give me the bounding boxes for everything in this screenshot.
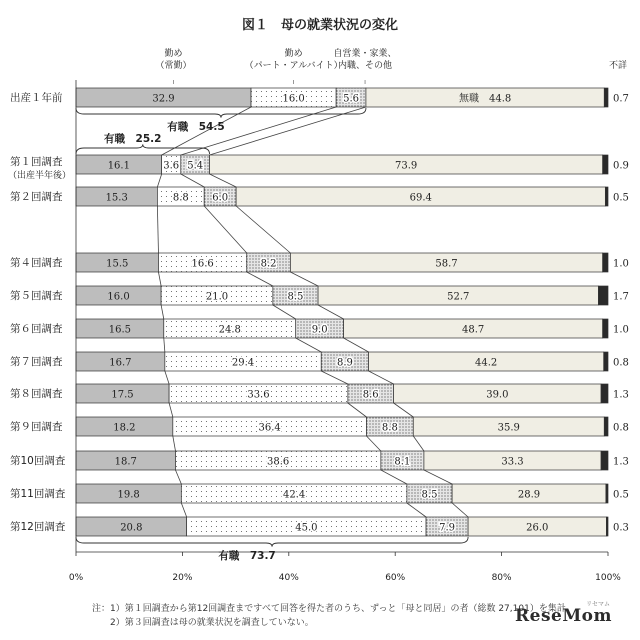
bar-value-label: 9.0 [311,324,328,336]
x-tick-label: 60% [385,573,406,583]
connector-line [366,436,380,451]
footnote-1: 注：1）第１回調査から第12回調査まですべて回答を得た者のうち、ずっと「母と同居」の者（総数 27,101）を集計 [92,604,566,614]
row-label: 第５回調査 [10,290,63,302]
row-label: 第７回調査 [10,356,63,368]
connector-line [381,470,407,484]
connector-line [318,305,344,319]
connector-line [181,174,204,187]
connector-line [344,338,369,352]
bar-value-label: 8.2 [260,258,277,270]
bar-value-label: 8.6 [362,389,379,401]
bar-value-label: 26.0 [526,522,549,534]
series-header: （パート・アルバイト） [244,61,343,71]
bars-group [76,88,608,536]
bar-unknown [605,187,608,206]
employed-brace [76,108,366,118]
connector-line [290,272,318,286]
connector-line [164,338,165,352]
bar-value-label: 8.8 [172,192,189,204]
x-tick-label: 40% [278,573,299,583]
bar-value-label: 29.4 [231,357,255,369]
bar-value-label: 16.0 [107,291,130,303]
bar-unknown [604,88,608,107]
bar-value-label: 48.7 [462,324,485,336]
bar-value-label: 16.7 [109,357,132,369]
bar-value-label: 17.5 [111,389,134,401]
unknown-value-label: 1.0 [613,258,629,270]
series-header: （常勤） [155,61,192,71]
bar-value-label: 3.6 [163,160,180,172]
row-label: 第11回調査 [10,488,66,500]
connector-line [348,403,367,417]
connector-line [394,403,414,417]
bar-value-label: 18.2 [113,422,136,434]
unknown-value-label: 0.3 [613,522,629,534]
unknown-value-label: 0.9 [613,160,629,172]
employed-total-label: 有職 73.7 [218,550,276,562]
x-tick-label: 80% [491,573,512,583]
bar-value-label: 73.9 [394,160,418,172]
unknown-value-label: 0.7 [613,93,629,105]
row-label: 第９回調査 [10,421,63,433]
bar-value-label: 35.9 [497,422,520,434]
unknown-value-label: 1.7 [613,291,629,303]
bar-unknown [603,155,608,174]
bar-unknown [601,384,608,403]
row-label: 出産１年前 [10,92,63,104]
connector-line [157,174,161,187]
unknown-value-label: 1.3 [613,389,629,401]
bar-value-label: 15.5 [106,258,129,270]
bar-value-label: 69.4 [409,192,432,204]
bar-value-label: 33.6 [247,389,270,401]
connector-line [236,206,290,253]
x-tick-label: 100% [595,573,621,583]
bar-value-label: 6.0 [212,192,229,204]
bar-value-label: 52.7 [447,291,470,303]
series-header: 勤め [284,49,303,59]
bar-value-label: 8.8 [381,422,398,434]
connector-line [407,503,426,517]
bar-value-label: 8.1 [394,456,411,468]
footnote-2: 2）第３回調査は母の就業状況を調査していない。 [92,618,314,628]
row-label: 第６回調査 [10,323,63,335]
bar-value-label: 28.9 [517,489,541,501]
bar-value-label: 16.0 [282,93,305,105]
bar-value-label: 33.3 [501,456,524,468]
unknown-value-label: 1.0 [613,324,629,336]
bar-unknown [604,417,608,436]
connector-line [181,503,186,517]
bar-value-label: 8.5 [287,291,304,303]
bar-value-label: 18.7 [114,456,137,468]
row-sublabel: （出産半年後） [8,171,72,181]
connector-line [273,305,296,319]
bar-value-label: 8.5 [421,489,438,501]
bar-unknown [598,286,608,305]
connector-line [424,470,452,484]
row-label: 第２回調査 [10,191,63,203]
row-label: 第４回調査 [10,257,63,269]
bar-unknown [603,253,608,272]
bar-value-label: 16.1 [107,160,130,172]
bar-value-label: 16.5 [108,324,132,336]
bar-value-label: 39.0 [486,389,509,401]
connector-line [247,272,273,286]
bar-value-label: 38.6 [267,456,290,468]
row-label: 第12回調査 [10,521,66,533]
bar-value-label: 5.4 [187,160,204,172]
row-label: 第８回調査 [10,388,63,400]
connector-line [161,305,164,319]
bar-value-label: 無職 44.8 [458,93,512,105]
connector-line [175,470,181,484]
connector-line [413,436,424,451]
employed-total-label: 有職 25.2 [104,133,162,145]
bar-unknown [606,484,608,503]
bar-unknown [604,352,608,371]
connector-line [165,371,169,384]
row-label: 第10回調査 [10,455,66,467]
bar-unknown [603,319,608,338]
connector-line [369,371,394,384]
bar-value-label: 42.4 [282,489,306,501]
bar-value-label: 19.8 [117,489,140,501]
logo-text: ReseMom [515,606,612,626]
resemom-logo [515,601,612,626]
bar-value-label: 44.2 [475,357,498,369]
bar-value-label: 7.9 [439,522,456,534]
bar-value-label: 21.0 [205,291,229,303]
bar-value-label: 15.3 [105,192,128,204]
employed-brace [76,537,468,547]
connector-line [158,272,161,286]
bar-value-label: 20.8 [120,522,143,534]
series-headers [156,47,628,84]
bar-value-label: 45.0 [295,522,318,534]
bar-value-label: 32.9 [152,93,175,105]
connector-line [204,206,247,253]
unknown-value-label: 0.5 [613,192,629,204]
x-tick-label: 0% [68,573,84,583]
bar-value-label: 36.4 [258,422,281,434]
unknown-value-label: 1.3 [613,456,629,468]
employed-total-label: 有職 54.5 [167,121,225,133]
connector-line [169,403,173,417]
connector-line [321,371,348,384]
bar-value-label: 8.9 [336,357,353,369]
connector-line [173,436,176,451]
connector-line [210,174,237,187]
connector-line [296,338,322,352]
unknown-value-label: 0.5 [613,489,629,501]
footnotes [92,602,566,630]
bar-value-label: 16.6 [191,258,214,270]
connector-line [452,503,468,517]
connector-line [157,206,158,253]
series-header: 勤め [164,49,183,59]
bar-value-label: 58.7 [435,258,458,270]
bar-unknown [606,517,608,536]
x-tick-label: 20% [172,573,193,583]
series-header: 不詳 [608,61,628,71]
unknown-value-label: 0.8 [613,422,629,434]
series-header: 内職、その他 [338,61,393,71]
unknown-value-label: 0.8 [613,357,629,369]
bar-unknown [601,451,608,470]
logo-small-text: リセマム [586,601,610,608]
row-label: 第１回調査 [10,156,63,168]
bar-value-label: 5.6 [343,93,359,105]
chart-title: 図１ 母の就業状況の変化 [241,18,398,33]
bar-value-label: 24.8 [218,324,241,336]
series-header: 自営業・家業、 [333,49,397,59]
